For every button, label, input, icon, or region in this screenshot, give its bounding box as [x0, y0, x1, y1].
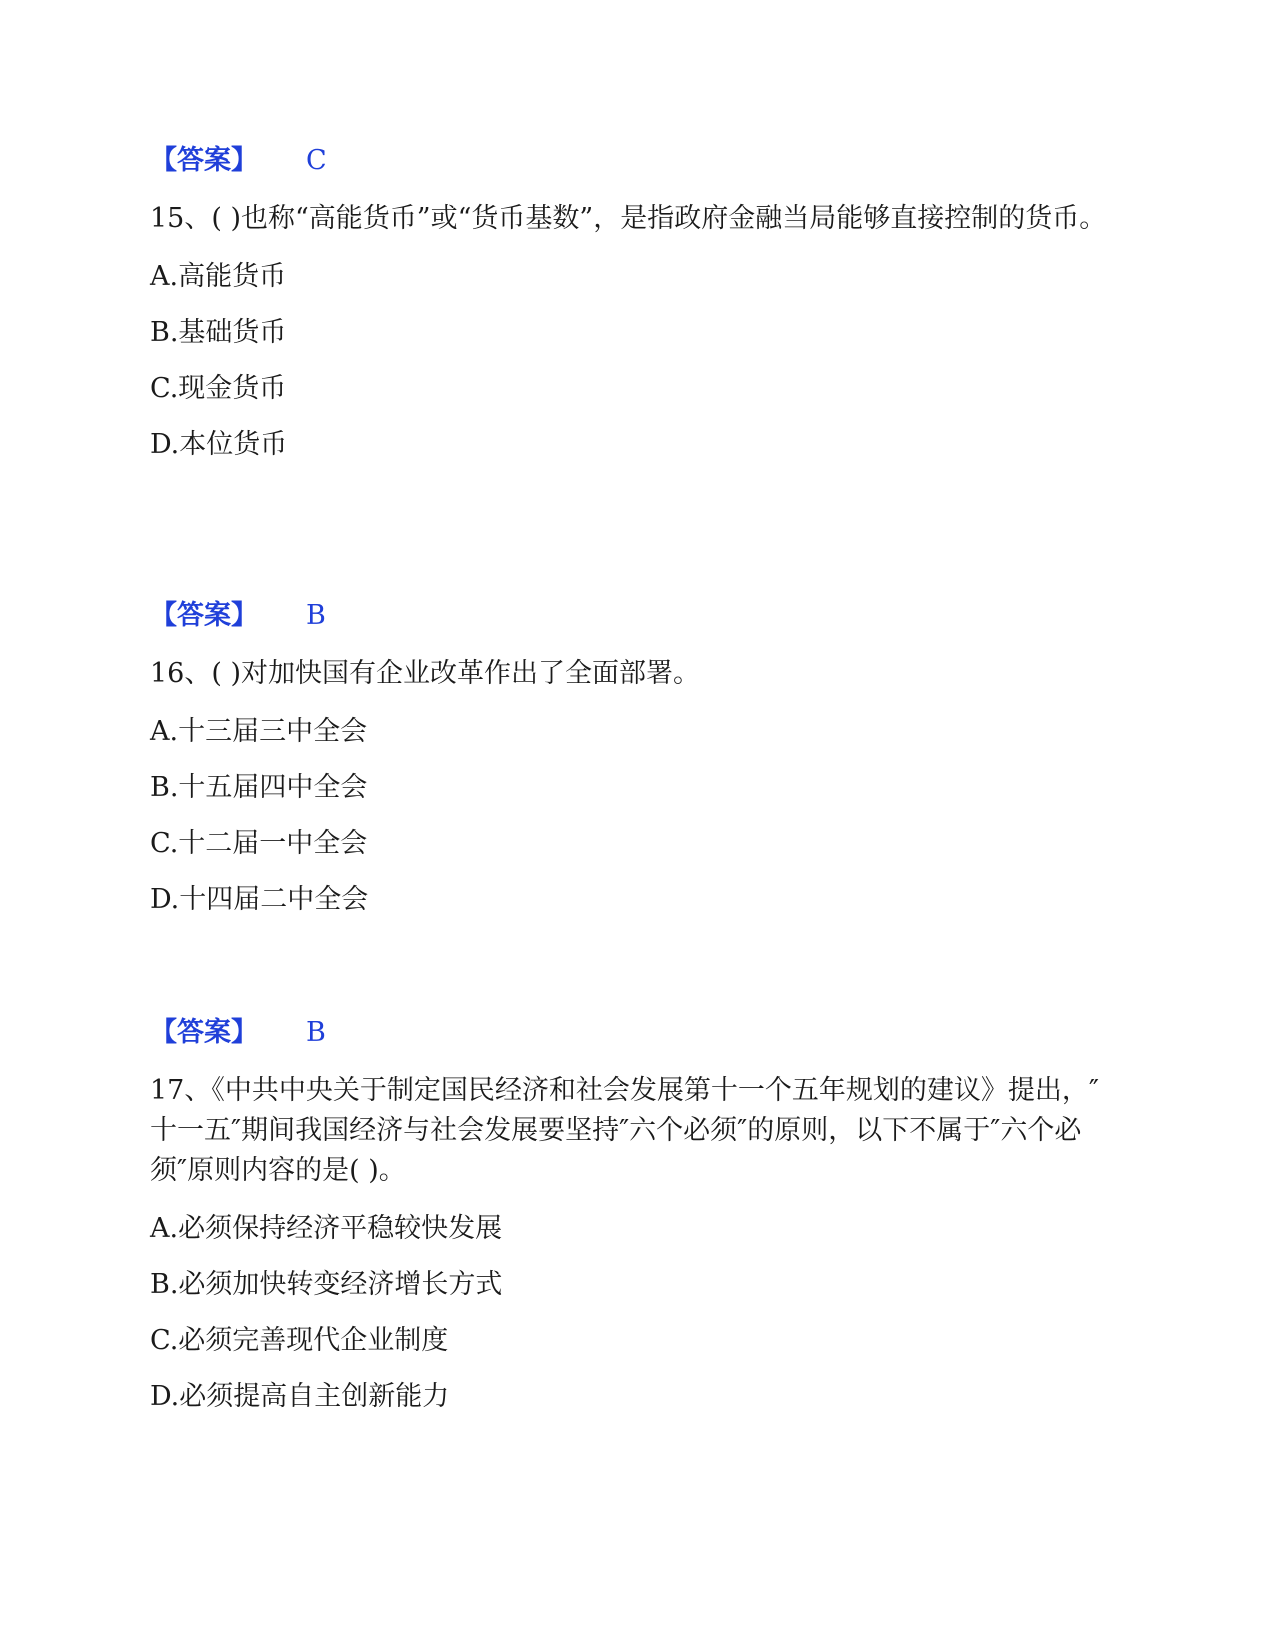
previous-answer-row — [150, 598, 1110, 634]
option-c: C.必须完善现代企业制度 — [150, 1325, 449, 1356]
options-list — [150, 1211, 1110, 1415]
answer-label: 【答案】 — [150, 145, 258, 176]
option-a: A.十三届三中全会 — [150, 716, 368, 747]
option-d: D.必须提高自主创新能力 — [150, 1381, 450, 1412]
answer-label: 【答案】 — [150, 1017, 258, 1048]
question-block-17 — [150, 1015, 1110, 1415]
option-a: A.高能货币 — [150, 261, 287, 292]
question-text: 15、( )也称“高能货币”或“货币基数”，是指政府金融当局能够直接控制的货币。 — [150, 203, 1107, 234]
option-d: D.本位货币 — [150, 429, 288, 460]
question-block-15 — [150, 143, 1110, 463]
previous-answer-row — [150, 143, 1110, 179]
question-text: 16、( )对加快国有企业改革作出了全面部署。 — [150, 658, 701, 689]
option-b: B.十五届四中全会 — [150, 772, 368, 803]
option-c: C.现金货币 — [150, 373, 287, 404]
answer-value: C — [306, 145, 327, 176]
answer-value: B — [306, 1017, 326, 1048]
question-text: 17、《中共中央关于制定国民经济和社会发展第十一个五年规划的建议》提出，″十一五″期间我国经济与社会发展要坚持″六个必须″的原则，以下不属于″六个必须″原则内容的是( )。 — [150, 1075, 1099, 1186]
option-b: B.必须加快转变经济增长方式 — [150, 1269, 503, 1300]
options-list — [150, 714, 1110, 918]
previous-answer-row — [150, 1015, 1110, 1051]
answer-label: 【答案】 — [150, 600, 258, 631]
option-c: C.十二届一中全会 — [150, 828, 368, 859]
option-b: B.基础货币 — [150, 317, 287, 348]
options-list — [150, 259, 1110, 463]
option-d: D.十四届二中全会 — [150, 884, 369, 915]
option-a: A.必须保持经济平稳较快发展 — [150, 1213, 503, 1244]
question-block-16 — [150, 598, 1110, 918]
answer-value: B — [306, 600, 326, 631]
